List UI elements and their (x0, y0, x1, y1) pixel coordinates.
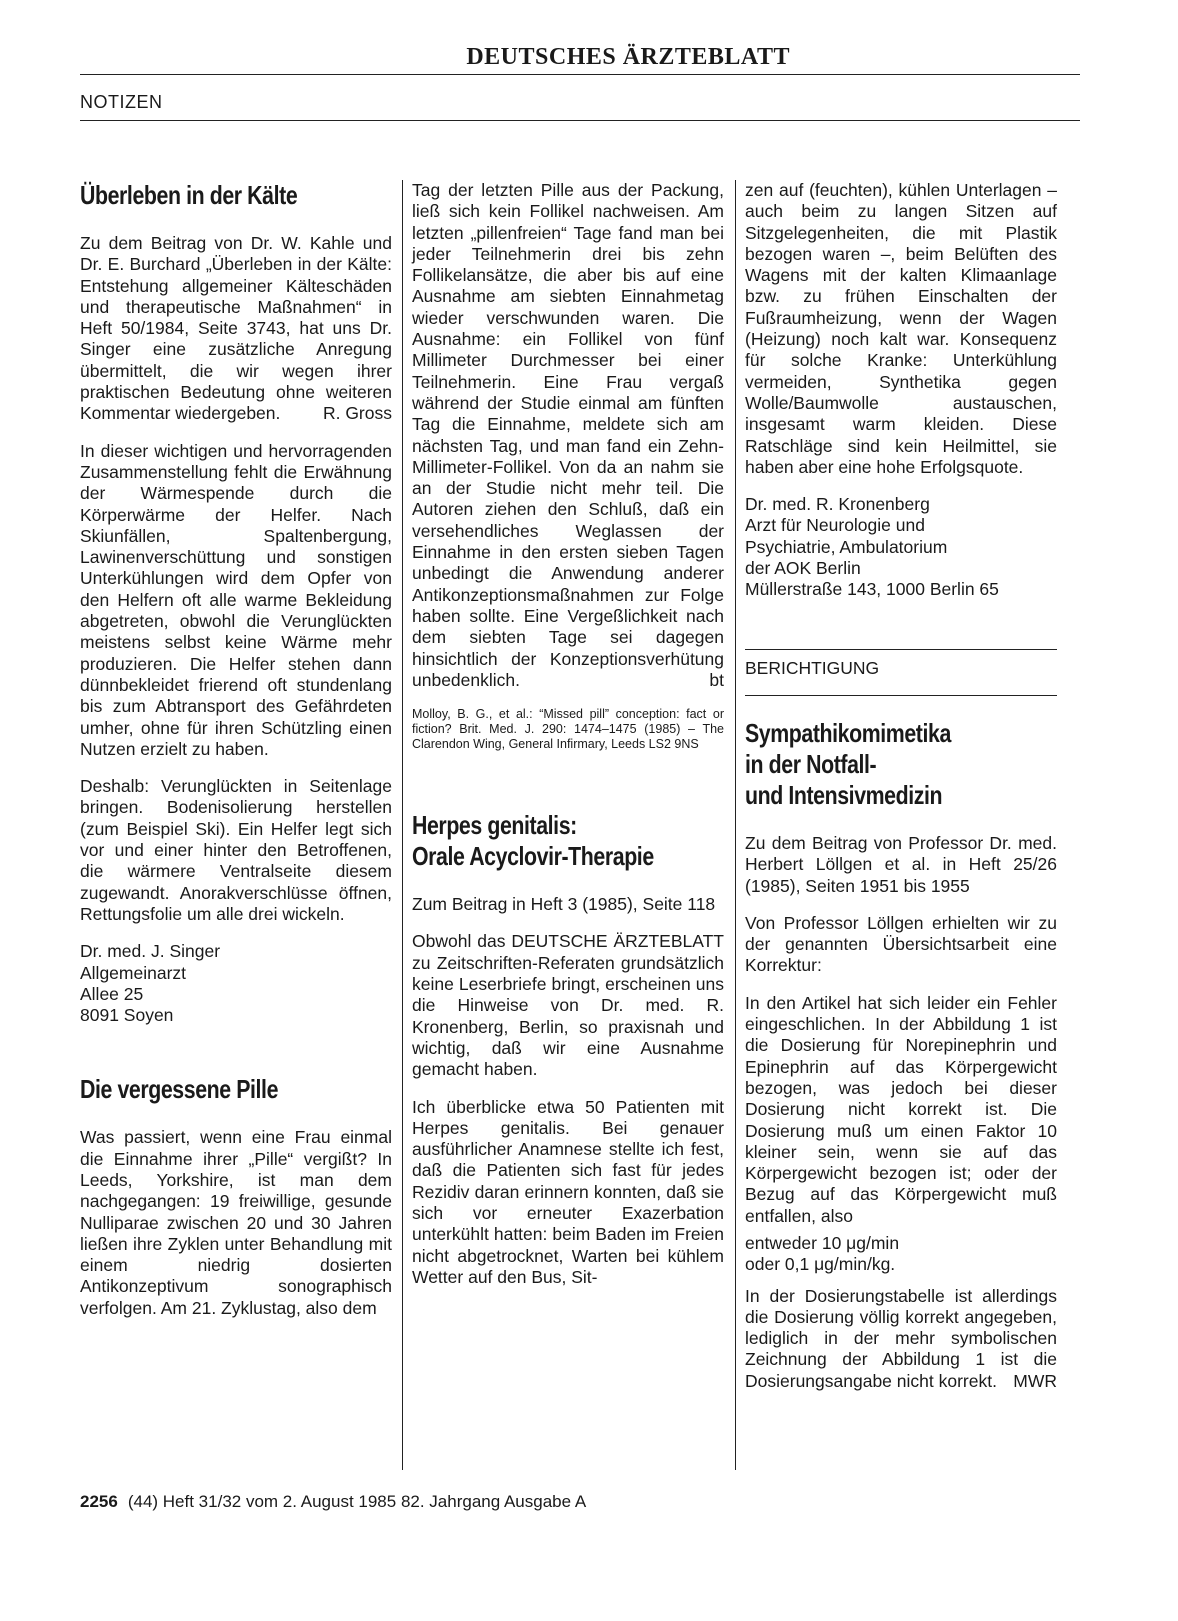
article-paragraph: Ich überblicke etwa 50 Patienten mit Herpes genitalis. Bei genauer ausführlicher Anamnese stellte ich fest, daß die Patienten sich fast für jedes Rezidiv daran erinnern konnten, daß sie sich vor erneuter Exazerbation unterkühlt hatten: beim Baden im Freien nicht abgetrocknet, Warten bei kühlem Wetter auf den Bus, Sit- (412, 1096, 724, 1287)
section-rule (80, 120, 1080, 121)
page-footer (80, 1492, 586, 1512)
article-intro: Zum Beitrag in Heft 3 (1985), Seite 118 (412, 894, 716, 915)
article-title: Überleben in der Kälte (80, 180, 298, 210)
article-paragraph: In den Artikel hat sich leider ein Fehler eingeschlichen. In der Abbildung 1 ist die Dosierung für Norepinephrin und Epinephrin auf das Körpergewicht bezogen, was jedoch bei dieser Dosierung nicht korrekt ist. Die Dosierung muß um einen Faktor 10 kleiner sein, wenn sie auf das Körpergewicht bezogen ist; oder der Bezug auf das Körpergewicht muß entfallen, also (745, 992, 1057, 1226)
masthead-rule (80, 74, 1080, 75)
article-paragraph: Von Professor Löllgen erhielten wir zu der genannten Übersichtsarbeit eine Korrektur: (745, 912, 1057, 976)
dosage: entweder 10 μg/min oder 0,1 μg/min/kg. (745, 1232, 900, 1275)
article-paragraph: zen auf (feuchten), kühlen Unterlagen – auch beim zu langen Sitzen auf Sitzgelegenheiten, die mit Plastik bezogen waren –, beim Belüften des Wagens mit der kalten Klimaanlage bzw. zu frühen Einschalten der Fußraumheizung, wenn der Wagen (Heizung) noch kalt war. Konsequenz für solche Kranke: Unterkühlung vermeiden, Synthetika gegen Wolle/Baumwolle austauschen, insgesamt warm kleiden. Diese Ratschläge sind kein Heilmittel, sie haben aber eine hohe Erfolgsquote. (745, 180, 1057, 477)
correction-label: BERICHTIGUNG (745, 657, 880, 678)
article-paragraph: Tag der letzten Pille aus der Packung, ließ sich kein Follikel nachweisen. Am letzten „pillenfreien“ Tage fand man bei jeder Teilnehmerin drei bis zehn Follikelansätze, die aber bis auf eine Ausnahme am siebten Einnahmetag wieder verschwunden waren. Die Ausnahme: ein Follikel von fünf Millimeter Durchmesser bei einer Teilnehmerin. Eine Frau vergaß während der Studie einmal am fünften Tag die Einnahme, meldete sich am nächsten Tag, und man fand ein Zehn-Millimeter-Follikel. Von da an nahm sie an der Studie nicht mehr teil. Die Autoren ziehen den Schluß, daß ein versehendliches Weglassen der Einnahme in den ersten sieben Tagen unbedingt die Anwendung anderer Antikonzeptionsmaßnahmen zur Folge haben sollte. Eine Vergeßlichkeit nach dem siebten Tage sei dagegen hinsichtlich der Konzeptionsverhütung unbedenklich. bt (412, 180, 724, 690)
box-rule-top (745, 649, 1057, 650)
signature: Dr. med. R. Kronenberg Arzt für Neurologie und Psychiatrie, Ambulatorium der AOK Berlin Müllerstraße 143, 1000 Berlin 65 (745, 494, 999, 600)
reference: Molloy, B. G., et al.: “Missed pill” conception: fact or fiction? Brit. Med. J. 290: 1474–1475 (1985) – The Clarendon Wing, General Infirmary, Leeds LS2 9NS (412, 707, 724, 752)
article-paragraph: Was passiert, wenn eine Frau einmal die Einnahme ihrer „Pille“ vergißt? In Leeds, Yorkshire, ist man dem nachgegangen: 19 freiwillige, gesunde Nulliparae zwischen 20 und 30 Jahren ließen ihre Zyklen unter Behandlung mit einem niedrig dosierten Antikonzeptivum sonographisch verfolgen. Am 21. Zyklustag, also dem (80, 1127, 392, 1318)
article-title: Herpes genitalis: Orale Acyclovir-Therapie (412, 810, 654, 872)
article-title: Die vergessene Pille (80, 1074, 279, 1105)
column-divider (402, 180, 403, 1470)
article-intro: Zu dem Beitrag von Dr. W. Kahle und Dr. E. Burchard „Überleben in der Kälte: Entstehung allgemeiner Kälteschäden und therapeutische Maßnahmen“ in Heft 50/1984, Seite 3743, hat uns Dr. Singer eine zusätzliche Anregung übermittelt, die wir wegen ihrer praktischen Bedeutung ohne weiteren Kommentar wiedergeben. R. Gross (80, 233, 392, 424)
article-paragraph: Obwohl das DEUTSCHE ÄRZTEBLATT zu Zeitschriften-Referaten grundsätzlich keine Leserbriefe bringt, erscheinen uns die Hinweise von Dr. med. R. Kronenberg, Berlin, so praxisnah und wichtig, daß wir eine Ausnahme gemacht haben. (412, 931, 724, 1080)
article-paragraph: In der Dosierungstabelle ist allerdings die Dosierung völlig korrekt angegeben, lediglich in der mehr symbolischen Zeichnung der Abbildung 1 ist die Dosierungsangabe nicht korrekt. MWR (745, 1285, 1057, 1391)
column-2 (412, 180, 724, 1304)
box-rule-bottom (745, 695, 1057, 696)
masthead: DEUTSCHES ÄRZTEBLATT (466, 44, 790, 70)
article-intro: Zu dem Beitrag von Professor Dr. med. Herbert Löllgen et al. in Heft 25/26 (1985), Seiten 1951 bis 1955 (745, 832, 1057, 896)
page-number: 2256 (80, 1492, 118, 1511)
signature: Dr. med. J. Singer Allgemeinarzt Allee 25 8091 Soyen (80, 941, 221, 1026)
column-divider (735, 180, 736, 1470)
section-label: NOTIZEN (80, 92, 163, 112)
issue-info: (44) Heft 31/32 vom 2. August 1985 82. Jahrgang Ausgabe A (127, 1492, 587, 1511)
column-1 (80, 180, 392, 1335)
article-paragraph: In dieser wichtigen und hervorragenden Zusammenstellung fehlt die Erwähnung der Wärmespende durch die Körperwärme der Helfer. Nach Skiunfällen, Spaltenbergung, Lawinenverschüttung und sonstigen Unterkühlungen wird dem Opfer von den Helfern oft alle warme Bekleidung abgetreten, obwohl die Verunglückten meistens selbst keine Wärme mehr produzieren. Die Helfer stehen dann dünnbekleidet frierend oft stundenlang bis zum Abtransport des Gefährdeten umher, ohne für ihren Schützling einen Nutzen erzielt zu haben. (80, 440, 392, 759)
article-paragraph: Deshalb: Verunglückten in Seitenlage bringen. Bodenisolierung herstellen (zum Beispiel Ski). Ein Helfer legt sich vor und einer hinter den Betroffenen, die wärmere Ventralseite diesem zugewandt. Anorakverschlüsse öffnen, Rettungsfolie um alle drei wickeln. (80, 776, 392, 924)
article-title: Sympathikomimetika in der Notfall- und Intensivmedizin (745, 717, 951, 810)
column-3 (745, 180, 1057, 1408)
